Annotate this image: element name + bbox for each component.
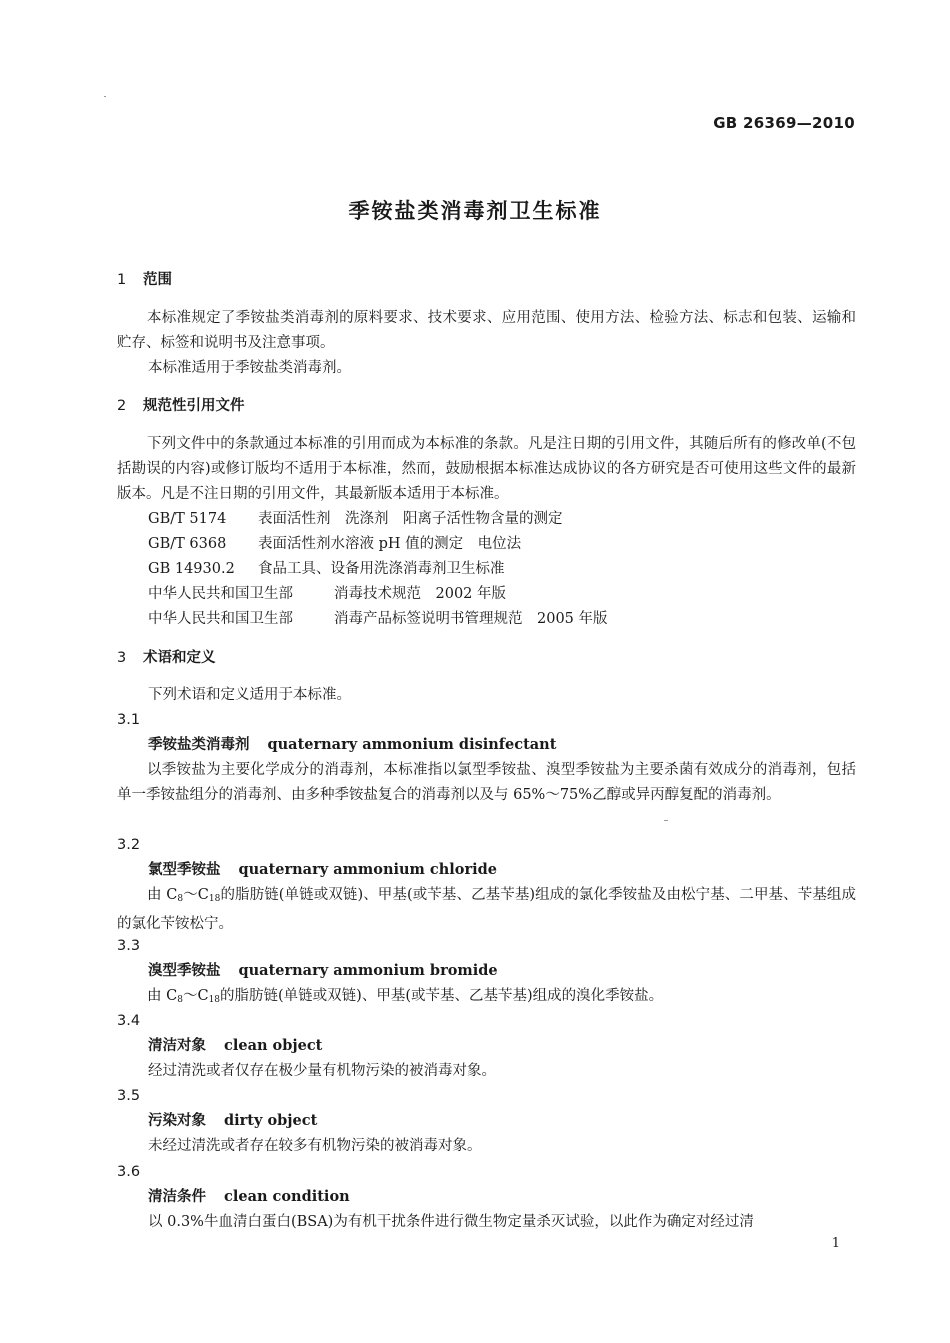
section-title: 范围 xyxy=(143,272,172,288)
term-en: quaternary ammonium bromide xyxy=(238,962,498,979)
section-heading-2 xyxy=(117,397,245,415)
reference-item xyxy=(148,510,563,528)
subscript: 8 xyxy=(177,894,184,904)
clause-number: 3.2 xyxy=(117,837,141,853)
subscript: 18 xyxy=(208,995,221,1005)
term-en: clean object xyxy=(224,1037,323,1054)
term-heading xyxy=(148,1037,322,1055)
clause-number: 3.5 xyxy=(117,1088,141,1104)
reference-code: 中华人民共和国卫生部 xyxy=(148,611,293,627)
term-en: dirty object xyxy=(224,1112,318,1129)
section-heading-1 xyxy=(117,271,172,289)
term-definition xyxy=(117,883,856,937)
document-title: 季铵盐类消毒剂卫生标准 xyxy=(348,199,602,223)
clause-number: 3.3 xyxy=(117,938,141,954)
term-zh: 溴型季铵盐 xyxy=(148,963,221,979)
def-text: 由 C xyxy=(147,887,178,903)
reference-title: 表面活性剂水溶液 pH 值的测定 电位法 xyxy=(258,536,522,552)
term-definition: 以 0.3%牛血清白蛋白(BSA)为有机干扰条件进行微生物定量杀灭试验，以此作为确定对经过清 xyxy=(148,1214,754,1230)
section-number: 3 xyxy=(117,650,127,666)
def-text: ～C xyxy=(182,988,209,1004)
clause-number: 3.4 xyxy=(117,1013,141,1029)
term-en: quaternary ammonium disinfectant xyxy=(267,736,557,753)
term-heading xyxy=(148,962,498,980)
subscript: 18 xyxy=(208,894,221,904)
reference-code: GB/T 6368 xyxy=(148,536,227,552)
reference-code: 中华人民共和国卫生部 xyxy=(148,586,293,602)
section-title: 术语和定义 xyxy=(143,650,216,666)
reference-item xyxy=(148,535,521,553)
def-text: 的脂肪链(单链或双链)、甲基(或苄基、乙基苄基)组成的溴化季铵盐。 xyxy=(220,988,664,1004)
term-heading xyxy=(148,861,497,879)
term-heading xyxy=(148,1112,317,1130)
reference-title: 消毒产品标签说明书管理规范 2005 年版 xyxy=(334,611,608,627)
reference-code: GB/T 5174 xyxy=(148,511,227,527)
term-heading xyxy=(148,736,556,754)
scan-mark xyxy=(664,820,668,821)
term-zh: 氯型季铵盐 xyxy=(148,862,221,878)
reference-item xyxy=(148,585,506,603)
reference-item xyxy=(148,610,608,628)
reference-item xyxy=(148,560,505,578)
term-zh: 季铵盐类消毒剂 xyxy=(148,737,250,753)
reference-code: GB 14930.2 xyxy=(148,561,235,577)
section-title: 规范性引用文件 xyxy=(143,398,245,414)
term-definition: 以季铵盐为主要化学成分的消毒剂，本标准指以氯型季铵盐、溴型季铵盐为主要杀菌有效成分的消毒剂，包括单一季铵盐组分的消毒剂、由多种季铵盐复合的消毒剂以及与 65%～75%乙醇或异丙醇复配的消毒剂。 xyxy=(117,762,856,803)
term-heading xyxy=(148,1188,350,1206)
scan-speck xyxy=(104,96,106,97)
reference-title: 消毒技术规范 2002 年版 xyxy=(334,586,507,602)
def-text: ～C xyxy=(183,887,209,903)
section-number: 2 xyxy=(117,398,127,414)
section-number: 1 xyxy=(117,272,127,288)
term-zh: 清洁条件 xyxy=(148,1189,206,1205)
clause-number: 3.6 xyxy=(117,1164,141,1180)
term-en: clean condition xyxy=(224,1188,350,1205)
term-zh: 清洁对象 xyxy=(148,1038,206,1054)
reference-title: 食品工具、设备用洗涤消毒剂卫生标准 xyxy=(258,561,505,577)
term-definition xyxy=(117,984,856,1013)
subscript: 8 xyxy=(177,995,183,1005)
def-text: 由 C xyxy=(147,988,178,1004)
term-definition: 未经过清洗或者存在较多有机物污染的被消毒对象。 xyxy=(148,1138,482,1154)
term-definition: 经过清洗或者仅存在极少量有机物污染的被消毒对象。 xyxy=(148,1063,496,1079)
paragraph: 下列文件中的条款通过本标准的引用而成为本标准的条款。凡是注日期的引用文件，其随后所有的修改单(不包括勘误的内容)或修订版均不适用于本标准，然而，鼓励根据本标准达成协议的各方研究是否可使用这些文件的最新版本。凡是不注日期的引用文件，其最新版本适用于本标准。 xyxy=(117,436,856,502)
reference-title: 表面活性剂 洗涤剂 阳离子活性物含量的测定 xyxy=(258,511,563,527)
paragraph: 下列术语和定义适用于本标准。 xyxy=(148,687,351,703)
paragraph: 本标准规定了季铵盐类消毒剂的原料要求、技术要求、应用范围、使用方法、检验方法、标志和包装、运输和贮存、标签和说明书及注意事项。 xyxy=(117,310,856,351)
section-heading-3 xyxy=(117,649,216,667)
term-zh: 污染对象 xyxy=(148,1113,206,1129)
def-text: 的脂肪链(单链或双链)、甲基(或苄基、乙基苄基)组成的氯化季铵盐及由松宁基、二甲基、苄基组成的氯化苄铵松宁。 xyxy=(117,887,856,932)
standard-code: GB 26369—2010 xyxy=(713,114,855,132)
page-number: 1 xyxy=(831,1236,840,1251)
clause-number: 3.1 xyxy=(117,712,141,728)
term-en: quaternary ammonium chloride xyxy=(238,861,497,878)
paragraph: 本标准适用于季铵盐类消毒剂。 xyxy=(148,360,351,376)
